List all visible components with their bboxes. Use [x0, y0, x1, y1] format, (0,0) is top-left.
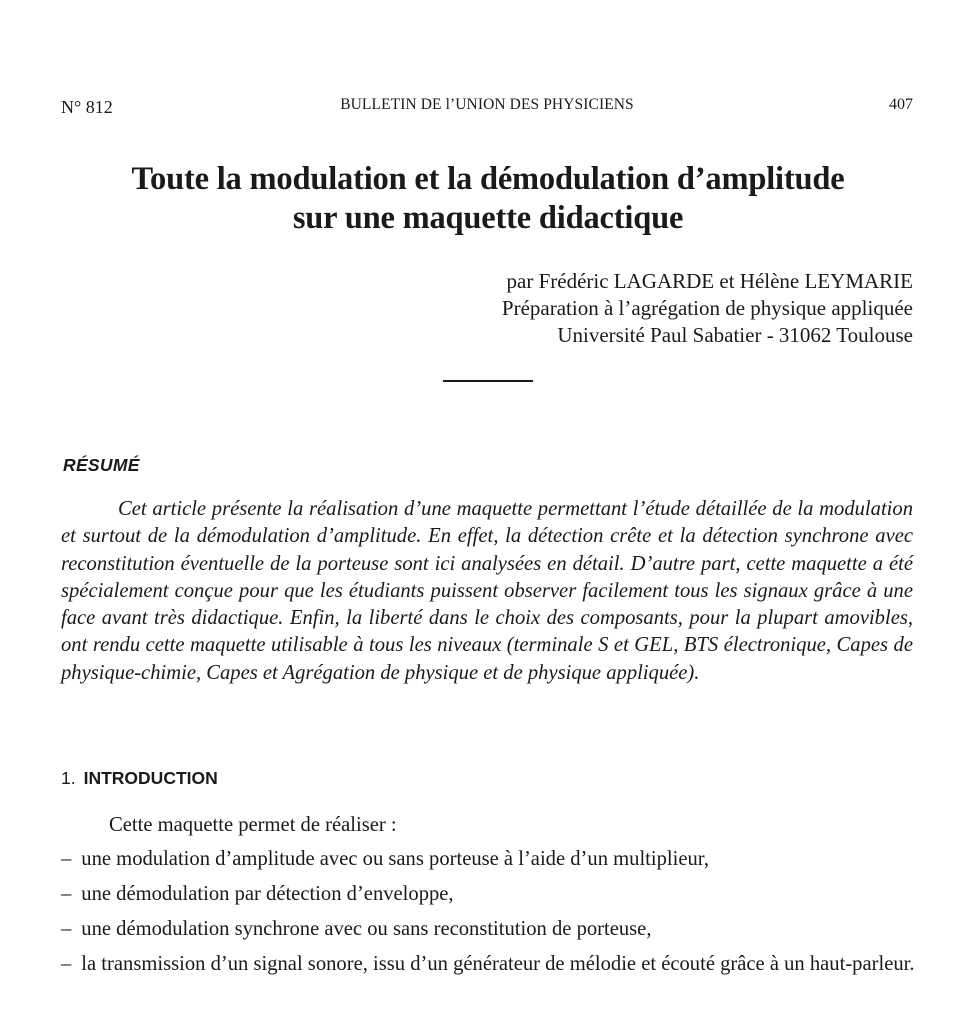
dash-bullet: –	[61, 918, 72, 940]
author-institution: Université Paul Sabatier - 31062 Toulouse	[557, 323, 913, 347]
dash-bullet: –	[61, 953, 72, 975]
feature-list	[61, 846, 917, 986]
section-title: INTRODUCTION	[83, 768, 218, 788]
article-title	[40, 160, 936, 238]
author-block	[502, 268, 913, 349]
title-line-2: sur une maquette didactique	[292, 200, 684, 236]
section-heading-introduction	[61, 768, 218, 789]
list-item: – une démodulation synchrone avec ou sans reconstitution de porteuse,	[61, 918, 652, 940]
page-number: 407	[889, 96, 913, 113]
author-affiliation: Préparation à l’agrégation de physique appliquée	[501, 296, 913, 320]
issue-number: N° 812	[61, 97, 113, 117]
abstract-heading: RÉSUMÉ	[63, 455, 140, 475]
abstract-text: Cet article présente la réalisation d’une maquette permettant l’étude détaillée de la modulation et surtout de la démodulation d’amplitude. En effet, la détection crête et la détection synchrone avec reconstitution éventuelle de la porteuse sont ici analysées en détail. D’autre part, cette maquette a été spécialement conçue pour que les étudiants puissent observer facilement tous les signaux grâce à une face avant très didactique. Enfin, la liberté dans le choix des composants, pour la plupart amovibles, ont rendu cette maquette utilisable à tous les niveaux (terminale S et GEL, BTS électronique, Capes de physique-chimie, Capes et Agrégation de physique et de physique appliquée).	[61, 498, 913, 684]
separator-rule	[443, 380, 533, 382]
dash-bullet: –	[61, 848, 72, 870]
running-head	[61, 92, 913, 118]
dash-bullet: –	[61, 883, 72, 905]
journal-name: BULLETIN DE l’UNION DES PHYSICIENS	[340, 96, 634, 113]
intro-lead-text: Cette maquette permet de réaliser :	[109, 814, 397, 836]
list-item: – une démodulation par détection d’enveloppe,	[61, 883, 454, 905]
section-number: 1.	[61, 768, 76, 788]
author-names: par Frédéric LAGARDE et Hélène LEYMARIE	[506, 269, 913, 293]
list-item: – une modulation d’amplitude avec ou sans porteuse à l’aide d’un multiplieur,	[61, 848, 709, 870]
list-item: – la transmission d’un signal sonore, issu d’un générateur de mélodie et écouté grâce à un haut-parleur.	[61, 953, 915, 975]
title-line-1: Toute la modulation et la démodulation d’amplitude	[131, 161, 845, 197]
